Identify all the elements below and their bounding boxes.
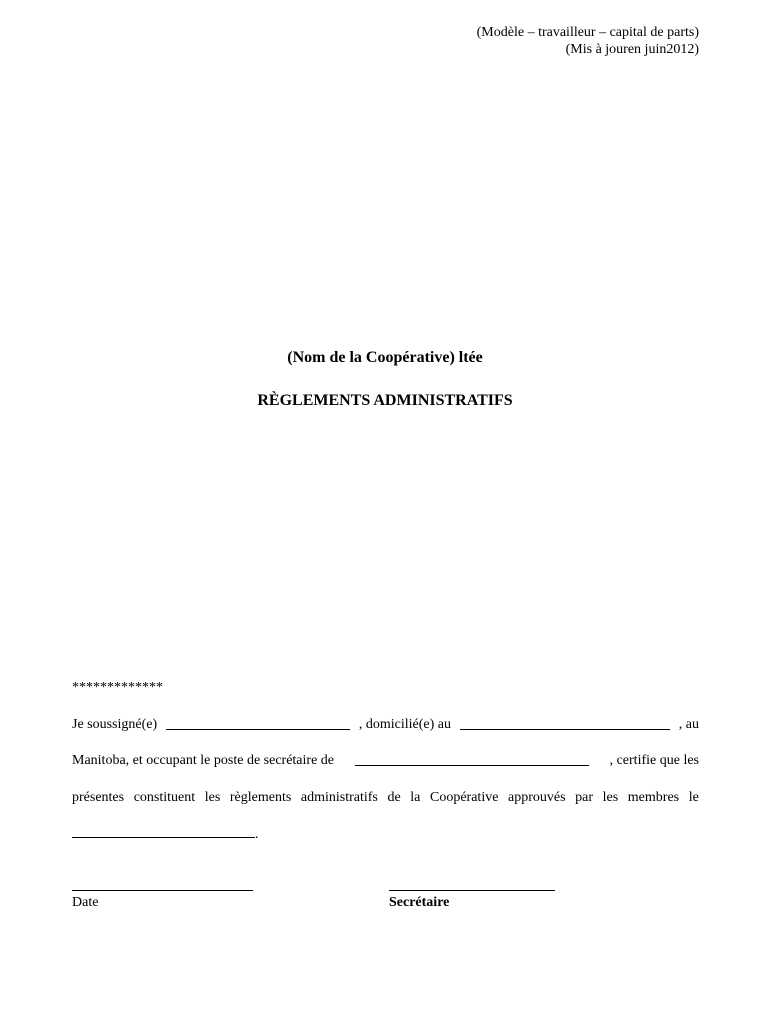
date-signature-line [72, 890, 253, 891]
secretary-signature-line [389, 890, 555, 891]
cooperative-name-title: (Nom de la Coopérative) ltée [287, 349, 483, 366]
document-title: RÈGLEMENTS ADMINISTRATIFS [257, 392, 513, 409]
approval-date-blank [72, 824, 255, 838]
word: le [688, 790, 699, 805]
name-blank [166, 716, 350, 730]
certification-line-2 [72, 752, 699, 769]
province-prefix: , au [678, 717, 699, 732]
header-line-updated: (Mis à jouren juin2012) [565, 42, 699, 57]
header-note [477, 24, 699, 58]
certification-line-3 [72, 789, 699, 806]
certification-line-4 [72, 824, 699, 843]
address-blank [460, 716, 670, 730]
word: la [410, 790, 421, 805]
word: les [204, 790, 221, 805]
position-label: Manitoba, et occupant le poste de secrétaire de [72, 753, 334, 768]
word: règlements [229, 790, 292, 805]
word: approuvés [508, 790, 566, 805]
word: constituent [133, 790, 196, 805]
cooperative-blank [355, 752, 589, 766]
word: administratifs [300, 790, 378, 805]
word: de [387, 790, 401, 805]
domicile-label: , domicilié(e) au [358, 717, 452, 732]
certify-label: , certifie que les [609, 753, 699, 768]
date-label: Date [72, 895, 99, 910]
word: présentes [72, 790, 125, 805]
word: les [602, 790, 619, 805]
sentence-end: . [255, 827, 259, 842]
undersigned-label: Je soussigné(e) [72, 717, 158, 732]
header-line-model: (Modèle – travailleur – capital de parts) [476, 25, 699, 40]
word: membres [627, 790, 680, 805]
word: par [575, 790, 594, 805]
word: Coopérative [430, 790, 499, 805]
separator-asterisks: ************* [72, 680, 163, 695]
secretary-label: Secrétaire [389, 895, 450, 910]
certification-line-1 [72, 716, 699, 733]
